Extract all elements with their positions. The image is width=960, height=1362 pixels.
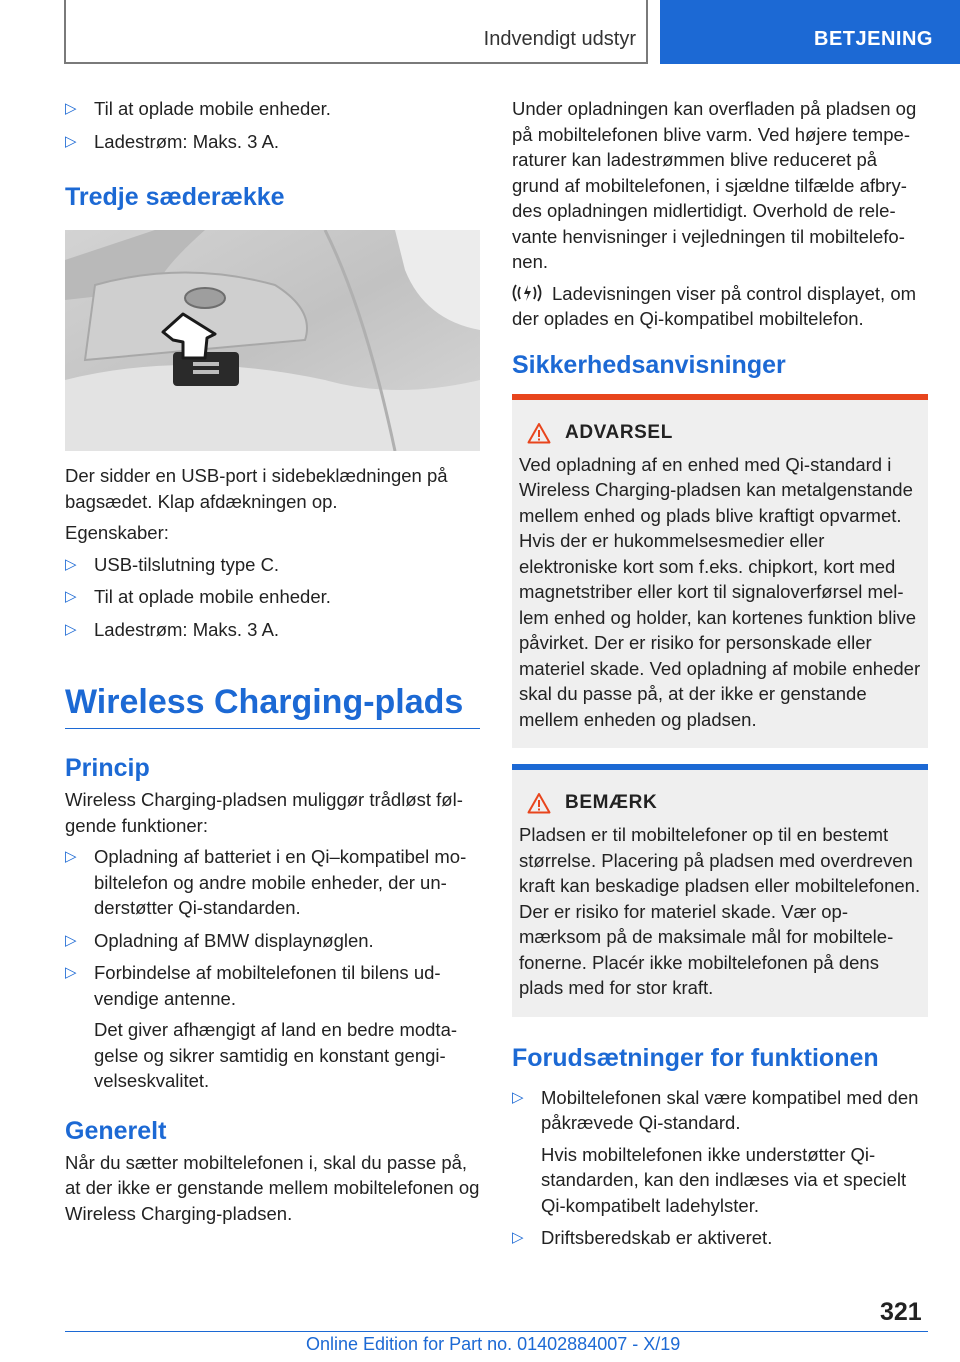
- wireless-charging-icon: [510, 282, 544, 304]
- note-text: Pladsen er til mobiltelefoner op til en bestemt størrelse. Placering på pladsen med overdreven kraft kan beskadige pladsen eller mobiltelefonen. Der er risiko for materiel skade. Vær opmærksom på de maksimale mål for mobiltelefonerne. Placér ikke mobiltelefonen på dens plads med for stor kraft.: [519, 824, 921, 998]
- principle-text: Wireless Charging-pladsen muliggør trådløst følgende funktioner:: [65, 789, 463, 836]
- list-item-subtext: Hvis mobiltelefonen ikke understøtter Qi-standarden, kan den indlæses via et specielt Qi-kompatibelt ladehylster.: [541, 1143, 907, 1216]
- header-section-title: Indvendigt udstyr: [483, 28, 636, 50]
- list-item: ▷ Ladestrøm: Maks. 3 A.: [65, 129, 480, 155]
- list-item: ▷ Opladning af batteriet i en Qi–kompatibel mobiltelefon og andre mobile enheder, der understøtter Qi-standarden.: [65, 846, 467, 918]
- header-chapter-tab[interactable]: BETJENING: [660, 0, 960, 64]
- warning-text: Ved opladning af en enhed med Qi-standard i Wireless Charging-pladsen kan metalgenstande mellem enhed og plads blive kraftigt opvarmet. Hvis der er hukommelsesmedier eller elektroniske kort som f.eks. chipkort, kort med magnetstriber eller kort til signaloverførsel mellem enhed og holder, kan kortenes funktion blive påvirket. Der er risiko for personskade eller materiel skade. Ved opladning af mobile enheder skal du passe på, at der ikke er genstande mellem enheden og pladsen.: [519, 453, 921, 730]
- footer-edition: Online Edition for Part no. 01402884007 - X/19: [306, 1334, 681, 1354]
- warning-triangle-icon: [527, 422, 551, 444]
- requirements-heading: Forudsætninger for funktionen: [512, 1043, 879, 1072]
- right-column: [512, 96, 928, 1258]
- general-heading: Generelt: [65, 1116, 167, 1145]
- triangle-right-icon: ▷: [512, 1229, 524, 1246]
- seat-illustration: [65, 230, 480, 451]
- usb-description: Der sidder en USB-port i sidebeklædningen på bagsædet. Klap afdækningen op.: [65, 465, 448, 512]
- triangle-right-icon: ▷: [65, 931, 77, 949]
- triangle-right-icon: ▷: [65, 100, 77, 117]
- list-item: ▷ Opladning af BMW displaynøglen.: [65, 928, 480, 954]
- list-item: ▷ Mobiltelefonen skal være kompatibel med den påkrævede Qi-standard. Hvis mobiltelefonen ikke understøtter Qi-standarden, kan den indlæses via et specielt Qi-kompatibelt ladehylster.: [512, 1085, 928, 1219]
- properties-label: Egenskaber:: [65, 522, 169, 543]
- triangle-right-icon: ▷: [65, 555, 77, 573]
- triangle-right-icon: ▷: [512, 1088, 524, 1106]
- list-item: ▷ USB-tilslutning type C.: [65, 552, 480, 578]
- safety-heading: Sikkerhedsanvisninger: [512, 350, 786, 379]
- triangle-right-icon: ▷: [65, 964, 77, 981]
- triangle-right-icon: ▷: [65, 588, 77, 605]
- general-text: Når du sætter mobiltelefonen i, skal du passe på, at der ikke er genstande mellem mobiltelefonen og Wireless Charging-pladsen.: [65, 1151, 480, 1224]
- triangle-right-icon: ▷: [65, 620, 77, 638]
- list-item: ▷ Til at oplade mobile enheder.: [65, 584, 480, 610]
- list-item: ▷ Ladestrøm: Maks. 3 A.: [65, 617, 480, 643]
- footer-divider: [65, 1331, 928, 1332]
- triangle-right-icon: ▷: [65, 848, 77, 865]
- triangle-right-icon: ▷: [65, 132, 77, 150]
- note-header: BEMÆRK: [527, 790, 922, 816]
- warning-header: ADVARSEL: [527, 420, 922, 446]
- usb-port-photo: [65, 230, 480, 451]
- warning-triangle-icon: [527, 792, 551, 814]
- page-number: 321: [880, 1298, 922, 1326]
- third-row-heading: Tredje sæderække: [65, 183, 285, 211]
- indicator-paragraph: Ladevisningen viser på control displayet, om der oplades en Qi-kompatibel mobiltelefon.: [512, 282, 917, 329]
- left-column: [65, 96, 480, 1232]
- list-item: ▷ Forbindelse af mobiltelefonen til bilens udvendige antenne. Det giver afhængigt af land en bedre modtagelse og sikrer samtidig en konstant gengivelseskvalitet.: [65, 960, 480, 1094]
- intro-text: Under opladningen kan overfladen på pladsen og på mobiltelefonen blive varm. Ved højere temperaturer kan ladestrømmen blive reduceret på grund af mobiltelefonen, i sjældne tilfælde afbrydes opladningen midlertidigt. Overhold de relevante henvisninger i vejledningen til mobiltelefonen.: [512, 98, 917, 272]
- note-box: [512, 764, 928, 1017]
- list-item-subtext: Det giver afhængigt af land en bedre modtagelse og sikrer samtidig en konstant gengivelseskvalitet.: [94, 1019, 458, 1091]
- warning-box: [512, 394, 928, 749]
- chapter-heading: Wireless Charging-plads: [65, 680, 480, 729]
- principle-heading: Princip: [65, 754, 150, 782]
- list-item: ▷ Til at oplade mobile enheder.: [65, 96, 480, 122]
- list-item: ▷ Driftsberedskab er aktiveret.: [512, 1225, 928, 1251]
